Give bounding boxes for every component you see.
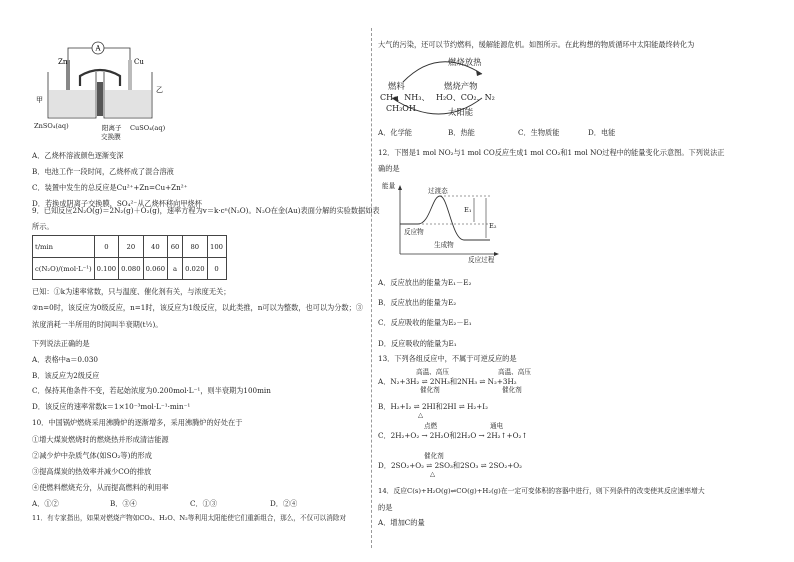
q13-c-cond1: 点燃: [424, 422, 438, 430]
galvanic-cell-figure: [30, 40, 180, 132]
q13-option-d: D．2SO₂+O₂ ⇌ 2SO₃和2SO₃ ⇌ 2SO₂+O₂: [378, 461, 522, 470]
q11-option-c: C．生物质能: [518, 128, 560, 137]
table-cell: 40: [143, 236, 167, 258]
q8-option-c: C．装置中发生的总反应是Cu²⁺+Zn=Cu+Zn²⁺: [32, 183, 188, 192]
cycle-product-formula: H₂O、CO₂、N₂: [436, 93, 495, 102]
graph-e1-label: E₁: [464, 206, 472, 214]
cycle-product-label: 燃烧产物: [444, 81, 478, 91]
graph-reactant-label: 反应物: [404, 228, 424, 236]
znso4-label: ZnSO₄(aq): [34, 122, 69, 130]
q11-option-d: D．电能: [588, 128, 616, 137]
table-cell: 0.080: [119, 258, 143, 280]
graph-x-label: 反应过程: [468, 256, 495, 264]
membrane-label-2: 交换膜: [101, 133, 121, 141]
q14-stem-line2: 的是: [378, 503, 393, 512]
graph-y-label: 能量: [382, 182, 396, 190]
q13-d-cond-top: 催化剂: [424, 452, 444, 460]
cycle-fuel-formula-2: CH₃OH: [386, 104, 416, 113]
table-cell: 60: [168, 236, 183, 258]
table-cell: 20: [119, 236, 143, 258]
table-cell: c(N₂O)/(mol·L⁻¹): [33, 258, 95, 280]
q9-option-a: A．表格中a＝0.030: [32, 355, 98, 364]
zn-label: Zn: [58, 58, 68, 66]
graph-ts-label: 过渡态: [428, 187, 448, 195]
q10-option-a: A．①②: [32, 499, 59, 508]
q14-option-a: A．增加C的量: [378, 518, 425, 527]
table-cell: 0: [94, 236, 118, 258]
cycle-fuel-label: 燃料: [388, 81, 405, 91]
table-cell: 100: [207, 236, 226, 258]
yi-label: 乙: [156, 86, 163, 94]
q13-stem: 13．下列各组反应中，不属于可逆反应的是: [378, 354, 517, 363]
q13-option-b: B．H₂+I₂ ⇌ 2HI和2HI ⇌ H₂+I₂: [378, 402, 488, 411]
q12-option-d: D．反应吸收的能量为E₁: [378, 339, 457, 348]
q10-item-4: ④使燃料燃烧充分，从而提高燃料的利用率: [32, 483, 169, 492]
cu-label: Cu: [134, 58, 144, 66]
table-row: [33, 236, 227, 258]
membrane-label-1: 阳离子: [102, 124, 122, 132]
q13-c-cond2: 通电: [490, 422, 504, 430]
q9-stem-line1: 9．已知反应2N₂O(g)＝2N₂(g)＋O₂(g)，速率方程为v＝k·cⁿ(N₂O)。N₂O在金(Au)表面分解的实验数据如表: [32, 206, 380, 215]
table-cell: 0: [207, 258, 226, 280]
q13-option-a: A．N₂+3H₂ ⇌ 2NH₃和2NH₃ ⇌ N₂+3H₂: [378, 377, 517, 386]
table-cell: 0.060: [143, 258, 167, 280]
table-cell: t/min: [33, 236, 95, 258]
q8-option-b: B．电池工作一段时间，乙烧杯成了混合溶液: [32, 167, 174, 176]
q13-option-c: C．2H₂+O₂ → 2H₂O和2H₂O → 2H₂↑+O₂↑: [378, 431, 528, 440]
q10-item-1: ①增大煤炭燃烧时的燃烧热并形成清洁能源: [32, 435, 169, 444]
q9-option-c: C．保持其他条件不变，若起始浓度为0.200mol·L⁻¹，则半衰期为100min: [32, 386, 271, 395]
cycle-top-label: 燃烧放热: [448, 57, 482, 67]
q11-stem: 11．有专家指出，如果对燃烧产物如CO₂、H₂O、N₂等利用太阳能使它们重新组合，那么，不仅可以消除对: [32, 514, 347, 522]
q11-stem-cont: 大气的污染，还可以节约燃料，缓解能源危机。如图所示。在此构想的物质循环中太阳能最终转化为: [378, 40, 695, 49]
q9-option-b: B．该反应为2级反应: [32, 371, 100, 380]
q9-note-1: 已知：①k为速率常数，只与温度、催化剂有关，与浓度无关；: [32, 287, 231, 296]
q11-option-b: B．热能: [448, 128, 475, 137]
q13-a-cond2-top: 高温、高压: [498, 368, 531, 376]
q9-option-d: D．该反应的速率常数k＝1×10⁻³mol·L⁻¹·min⁻¹: [32, 402, 191, 411]
cycle-bottom-label: 太阳能: [448, 107, 474, 117]
table-cell: 0.020: [183, 258, 207, 280]
q14-stem-line1: 14．反应C(s)+H₂O(g)⇌CO(g)+H₂(g)在一定可变体积的容器中进行，则下列条件的改变使其反应速率增大: [378, 487, 705, 495]
q13-a-cond-top: 高温、高压: [416, 368, 449, 376]
q9-note-2: ②n=0时，该反应为0级反应，n=1时，该反应为1级反应，以此类推，n可以为整数，也可以为分数；③: [32, 303, 363, 312]
cycle-fuel-formula-1: CH₄、NH₃、: [380, 93, 430, 102]
q10-item-3: ③提高煤炭的热效率并减少CO的排放: [32, 467, 152, 476]
q9-note-3: 浓度消耗一半所用的时间叫半衰期(t½)。: [32, 320, 163, 329]
table-cell: a: [168, 258, 183, 280]
q10-option-d: D．②④: [270, 499, 298, 508]
q10-stem: 10．中国锅炉燃烧采用沸腾炉的逐渐增多，采用沸腾炉的好处在于: [32, 418, 243, 427]
table-row: [33, 258, 227, 280]
q12-stem-line1: 12．下图是1 mol NO₂与1 mol CO反应生成1 mol CO₂和1 mol NO过程中的能量变化示意图。下列说法正: [378, 148, 725, 157]
q12-option-c: C．反应吸收的能量为E₂－E₁: [378, 318, 472, 327]
cuso4-label: CuSO₄(aq): [130, 124, 166, 132]
q13-a-cond-bot: 催化剂: [420, 386, 440, 394]
q11-option-a: A．化学能: [378, 128, 412, 137]
q8-option-d: D．若换成阴离子交换膜，SO₄²⁻从乙烧杯移向甲烧杯: [32, 199, 202, 208]
kinetics-table: [32, 235, 227, 280]
q9-ask: 下列说法正确的是: [32, 339, 90, 348]
q13-a-cond2-bot: 催化剂: [502, 386, 522, 394]
q12-option-a: A．反应放出的能量为E₁－E₂: [378, 278, 472, 287]
table-cell: 80: [183, 236, 207, 258]
table-cell: 0.100: [94, 258, 118, 280]
q12-stem-line2: 确的是: [378, 164, 400, 173]
graph-e2-label: E₂: [489, 222, 497, 230]
ammeter-label: A: [95, 44, 101, 53]
graph-product-label: 生成物: [434, 241, 454, 249]
q13-d-cond-bot: △: [430, 470, 436, 478]
q13-b-cond: △: [418, 411, 424, 419]
column-divider: [371, 28, 372, 548]
q10-option-b: B．③④: [110, 499, 137, 508]
q10-option-c: C．①③: [190, 499, 218, 508]
q10-item-2: ②减少炉中杂质气体(如SO₂等)的形成: [32, 451, 152, 460]
q8-option-a: A．乙烧杯溶液颜色逐渐变深: [32, 151, 124, 160]
q9-stem-line2: 所示。: [32, 222, 54, 231]
jia-label: 甲: [36, 96, 43, 104]
q12-option-b: B．反应放出的能量为E₂: [378, 298, 457, 307]
